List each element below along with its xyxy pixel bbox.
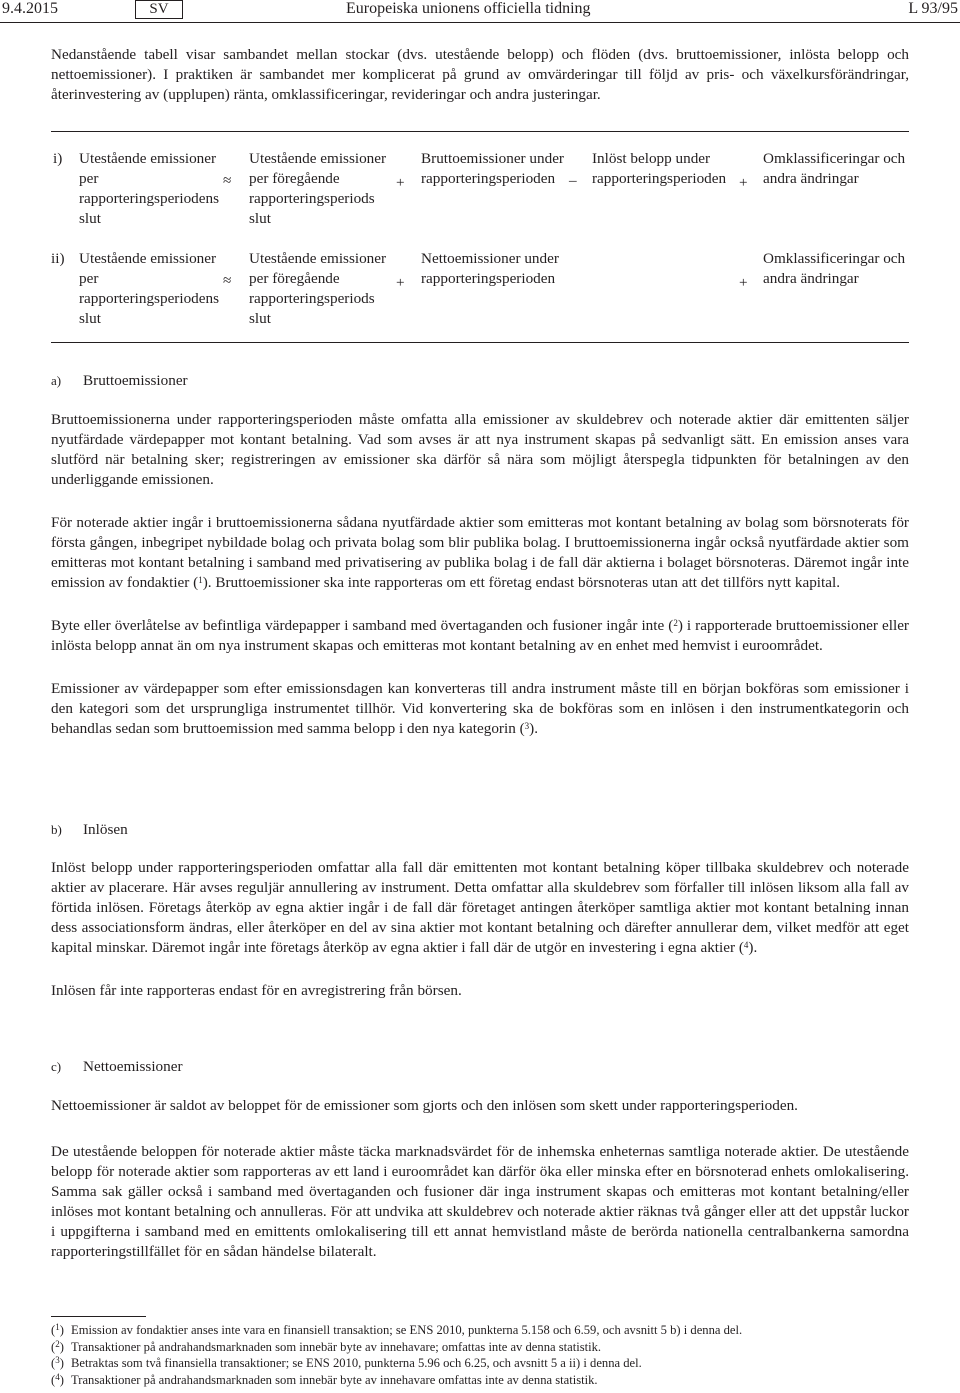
- section-c-heading: [51, 1058, 183, 1076]
- relationship-table: [51, 131, 909, 343]
- intro-block: [51, 45, 909, 105]
- section-letter: b): [51, 822, 62, 837]
- cell-net-issues: Nettoemissioner under rapporteringsperioden: [421, 250, 559, 287]
- footnote-ref: 1: [198, 575, 203, 585]
- section-a-heading: [51, 372, 188, 390]
- plus-operator: +: [396, 274, 405, 291]
- paragraph: Byte eller överlåtelse av befintliga värdepapper i samband med övertaganden och fusioner ingår inte ($^2$) i rapporterade bruttoemissioner eller inlösta belopp annat än om nya instrument skapas och emitteras mot kontant betalning av en enhet med hemvist i euroområdet.: [51, 617, 909, 654]
- cell-redemptions: Inlöst belopp under rapporteringsperioden: [592, 150, 727, 187]
- footnote-ref: 2: [673, 618, 678, 628]
- plus-operator: +: [739, 174, 748, 191]
- footnote-divider: [51, 1316, 146, 1317]
- header-divider: [0, 22, 960, 23]
- footnote-text: Transaktioner på andrahandsmarknaden som innebär byte av innehavare omfattas inte av denna statistik.: [71, 1372, 598, 1387]
- cell-outstanding-end: Utestående emissioner per rapporteringsperiodens slut: [79, 250, 220, 327]
- paragraph: De utestående beloppen för noterade aktier måste täcka marknadsvärdet för de inhemska enheternas samtliga noterade aktier. De utestående belopp för noterade aktier som rapporteras av ett land i euroområdet kan därför öka eller minska efter en börsnoterad enhets omlokalisering. Samma sak gäller också i samband med övertaganden och fusioner där inga instrument skapas och emitteras mot kontant betalning/eller inlöses mot kontant betalning och annulleras. För att undvika att skuldebrev och noterade aktier räknas två gånger eller att det uppstår luckor i uppgifterna i samband med en emittents omlokalisering till ett annat hemvistland måste de berörda nationella centralbankerna samordna rapporteringstillfället för en sådan händelse bilateralt.: [51, 1143, 909, 1260]
- paragraph: För noterade aktier ingår i bruttoemissionerna sådana nyutfärdade aktier som emitteras mot kontant betalning av bolag som börsnoterats för första gången, inbegripet nybildade bolag och privata bolag som blir publika bolag. I bruttoemissionerna ingår också nyutfärdade aktier som emitteras mot kontant betalning i samband med privatisering av publika bolag i de fall där aktierna i bolaget börsnoteras. Däremot ingår inte emission av fondaktier ($^1$). Bruttoemissioner ska inte rapporteras om ett företag endast börsnoteras utan att det tillförs nytt kapital.: [51, 514, 909, 591]
- section-b-heading: [51, 821, 128, 839]
- section-c-body: [51, 1096, 909, 1262]
- minus-operator: _: [569, 167, 577, 184]
- header-language-box: SV: [135, 0, 183, 19]
- cell-reclassifications: Omklassificeringar och andra ändringar: [763, 250, 906, 287]
- table-top-rule: [51, 131, 909, 132]
- footnote: ($^4$) Transaktioner på andrahandsmarknaden som innebär byte av innehavare omfattas inte av denna statistik.: [51, 1371, 598, 1387]
- table-bottom-rule: [51, 342, 909, 343]
- footnote-ref: 3: [524, 721, 530, 731]
- footnote-text: Transaktioner på andrahandsmarknaden som innebär byte av innehavare; omfattas inte av denna statistik.: [71, 1339, 602, 1354]
- cell-reclassifications: Omklassificeringar och andra ändringar: [763, 150, 906, 187]
- section-title: Bruttoemissioner: [83, 372, 188, 389]
- section-a-body: [51, 410, 909, 739]
- plus-operator: +: [739, 274, 748, 291]
- cell-gross-issues: Bruttoemissioner under rapporteringsperioden: [421, 150, 564, 187]
- table-row-ii: [51, 249, 909, 334]
- cell-outstanding-previous: Utestående emissioner per föregående rapporteringsperiods slut: [249, 250, 387, 327]
- section-letter: a): [51, 373, 62, 388]
- footnote-text: Emission av fondaktier anses inte vara en finansiell transaktion; se ENS 2010, punkterna 5.158 och 6.59, och avsnitt 5 b) i denna del.: [71, 1323, 743, 1337]
- footnote: ($^2$) Transaktioner på andrahandsmarknaden som innebär byte av innehavare; omfattas inte av denna statistik.: [51, 1338, 602, 1354]
- footnote: ($^3$) Betraktas som två finansiella transaktioner; se ENS 2010, punkterna 5.96 och 6.25, och avsnitt 5 a ii) i denna del.: [51, 1355, 642, 1370]
- paragraph: Emissioner av värdepapper som efter emissionsdagen kan konverteras till andra instrument måste till en början bokföras som emissioner i den kategori som det ursprungliga instrumentet tillhör. Vid konvertering ska de bokföras som en inlösen i den instrumentkategorin och behandlas sedan som bruttoemission med samma belopp i den nya kategorin ($^3$).: [51, 680, 909, 737]
- section-b-body: [51, 858, 909, 1001]
- footnote-ref: 4: [743, 940, 749, 950]
- approx-operator: ≈: [223, 272, 232, 289]
- header-journal-title: Europeiska unionens officiella tidning: [346, 0, 591, 17]
- table-row-i: [51, 149, 909, 249]
- row-label: i): [53, 150, 63, 167]
- cell-outstanding-end: Utestående emissioner per rapporteringsperiodens slut: [79, 150, 220, 227]
- paragraph: Bruttoemissionerna under rapporteringsperioden måste omfatta alla emissioner av skuldebrev och noterade aktier där emittenten säljer nyutfärdade värdepapper mot kontant betalning. Vad som avses är att nya instrument skapas på sedvanligt sätt. En emission anses vara slutförd när betalning sker; registreringen av emissioner ska därför så nära som möjligt återspegla tidpunkten för betalningen av den underliggande emissionen.: [51, 411, 909, 488]
- intro-paragraph: Nedanstående tabell visar sambandet mellan stockar (dvs. utestående belopp) och flöden (dvs. bruttoemissioner, inlösta belopp och nettoemissioner). I praktiken är sambandet mer komplicerat på grund av omvärderingar till följd av pris- och växelkursförändringar, återinvestering av (upplupen) ränta, omklassificeringar, revideringar och andra justeringar.: [51, 46, 909, 103]
- page-header: [0, 0, 960, 22]
- paragraph: Nettoemissioner är saldot av beloppet för de emissioner som gjorts och den inlösen som skett under rapporteringsperioden.: [51, 1097, 798, 1114]
- section-letter: c): [51, 1059, 62, 1074]
- approx-operator: ≈: [223, 172, 232, 189]
- paragraph: Inlöst belopp under rapporteringsperioden omfattar alla fall där emittenten mot kontant betalning köper tillbaka skuldebrev och noterade aktier av placerare. Här avses reguljär annullering av instrument. Detta omfattar alla skuldebrev som förfaller till inlösen liksom alla fall av förtida inlösen. Företags återköp av egna aktier ingår i de fall där företaget antingen återköper samtliga aktier mot kontant betalning innan dess associationsform ändras, eller återköper en del av sina aktier mot kontant betalning och därefter annullerar dem, vilket medför att eget kapital minskar. Däremot ingår inte företags återköp av egna aktier i fall där de utgör en investering i egna aktier ($^4$).: [51, 859, 909, 956]
- header-date: 9.4.2015: [2, 0, 58, 17]
- footnotes: [51, 1322, 921, 1388]
- section-title: Nettoemissioner: [83, 1058, 183, 1075]
- header-page-number: L 93/95: [908, 0, 958, 17]
- plus-operator: +: [396, 174, 405, 191]
- section-title: Inlösen: [83, 821, 128, 838]
- cell-outstanding-previous: Utestående emissioner per föregående rapporteringsperiods slut: [249, 150, 387, 227]
- footnote: ($^1$) Emission av fondaktier anses inte vara en finansiell transaktion; se ENS 2010, punkterna 5.158 och 6.59, och avsnitt 5 b) i denna del.: [51, 1322, 743, 1337]
- footnote-text: Betraktas som två finansiella transaktioner; se ENS 2010, punkterna 5.96 och 6.25, och avsnitt 5 a ii) i denna del.: [71, 1356, 642, 1370]
- paragraph: Inlösen får inte rapporteras endast för en avregistrering från börsen.: [51, 982, 462, 999]
- row-label: ii): [51, 250, 65, 267]
